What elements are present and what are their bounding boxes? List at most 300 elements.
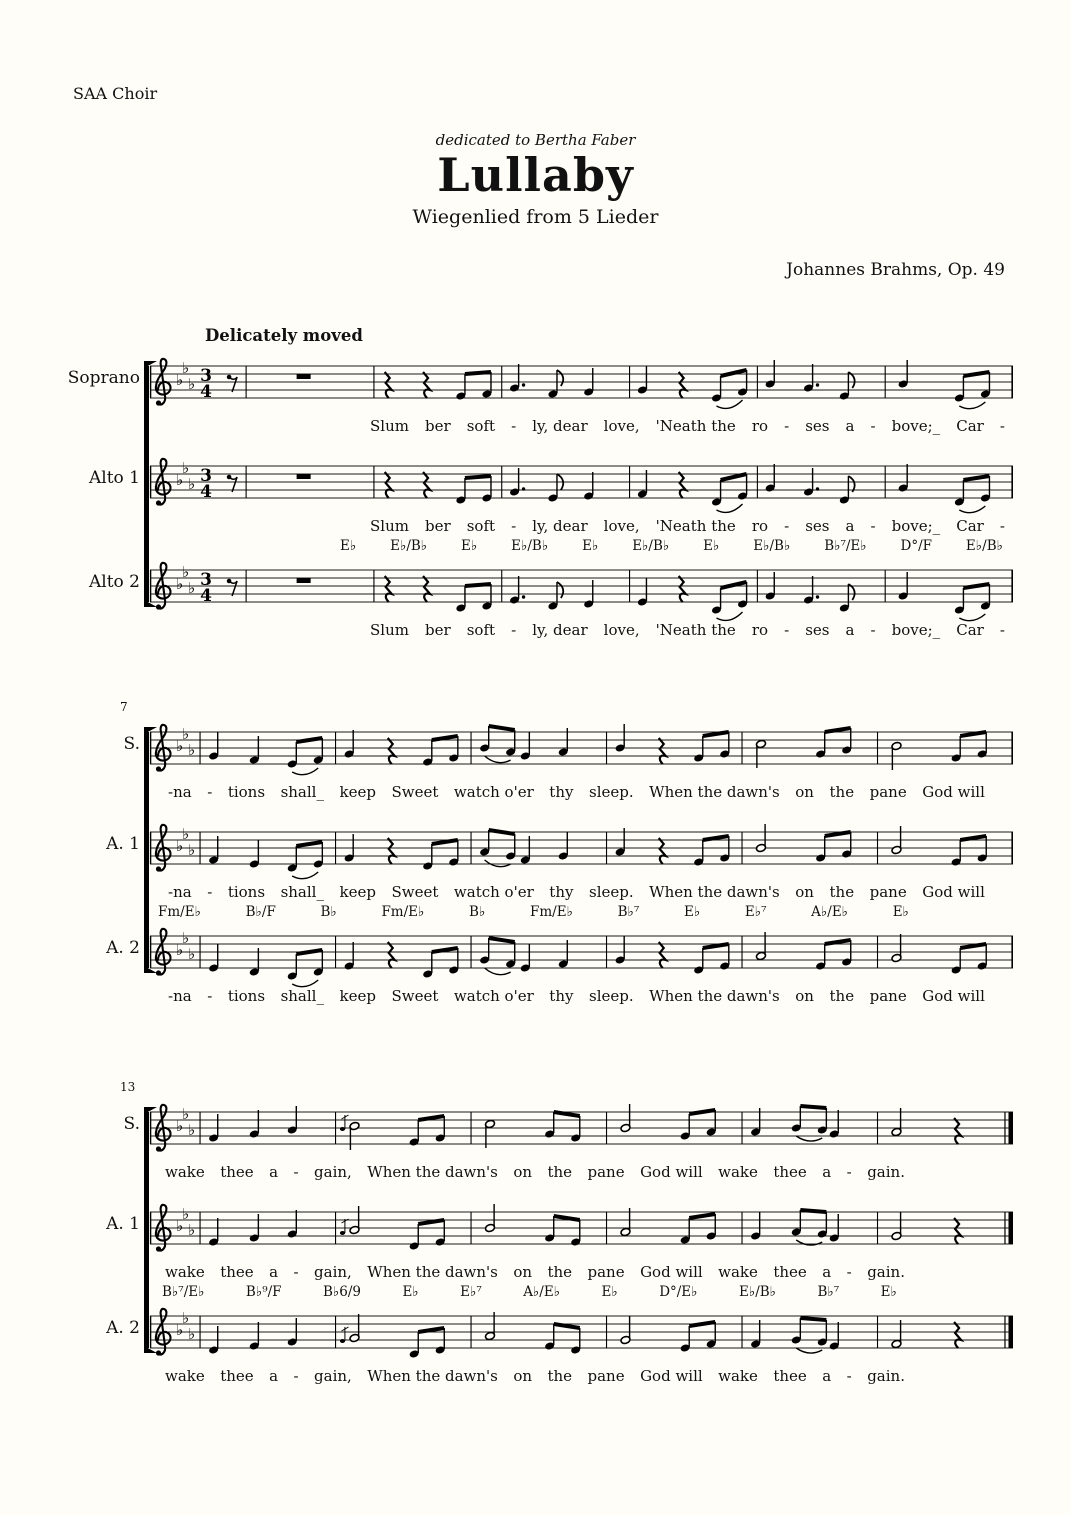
lyrics-row <box>150 516 1013 536</box>
lyric-syllable: - <box>511 417 517 435</box>
dedication: dedicated to Bertha Faber <box>435 131 636 149</box>
beam <box>554 1216 580 1220</box>
flat-icon: ♭ <box>182 825 190 843</box>
chord-symbol: B♭⁷ <box>617 904 640 920</box>
lyric-syllable: When the dawn's <box>649 883 780 901</box>
chord-symbol: Fm/E♭ <box>158 904 201 920</box>
lyric-syllable: keep <box>339 783 376 801</box>
final-barline <box>1008 1112 1013 1144</box>
lyric-syllable: shall_ <box>280 783 324 801</box>
flat-icon: ♭ <box>176 371 184 389</box>
tie <box>292 872 318 879</box>
time-signature-top: 3 <box>200 570 212 590</box>
flat-icon: ♭ <box>176 941 184 959</box>
flat-icon: ♭ <box>188 841 196 859</box>
lyric-syllable: gain, <box>314 1163 352 1181</box>
lyric-syllable: Car <box>956 517 984 535</box>
chord-symbols-row <box>150 536 1013 556</box>
system-bracket <box>144 1112 149 1348</box>
lyric-syllable: Car <box>956 417 984 435</box>
beam <box>489 938 515 942</box>
quarter-rest-icon <box>659 738 666 764</box>
lyrics-row <box>150 1162 1013 1182</box>
lyric-syllable: thee <box>220 1163 254 1181</box>
staff-notation <box>150 352 1013 416</box>
staff-label: A. 1 <box>106 834 140 854</box>
staff-row-alto2 <box>62 1302 1013 1366</box>
chord-symbol: B♭6/9 <box>322 1284 361 1300</box>
lyric-syllable: love, <box>603 417 640 435</box>
beam <box>721 474 747 480</box>
staff-label: A. 1 <box>106 1214 140 1234</box>
lyric-syllable: wake <box>165 1367 205 1385</box>
lyric-syllable: Sweet <box>391 783 439 801</box>
lyric-syllable: wake <box>718 1163 758 1181</box>
lyric-syllable: - <box>207 783 213 801</box>
system-1 <box>62 348 1013 640</box>
lyric-syllable: a <box>269 1263 279 1281</box>
chord-symbol: E♭/B♭ <box>965 538 1003 554</box>
lyric-syllable: love, <box>603 517 640 535</box>
lyric-syllable: - <box>784 517 790 535</box>
tie <box>796 1136 822 1141</box>
lyric-syllable: God will <box>640 1163 703 1181</box>
flat-icon: ♭ <box>182 459 190 477</box>
lyric-syllable: watch o'er <box>453 987 534 1005</box>
flat-icon: ♭ <box>182 1309 190 1327</box>
staff-row-alto1 <box>62 1198 1013 1262</box>
lyric-syllable: - <box>207 883 213 901</box>
chord-symbol: D°/E♭ <box>659 1284 698 1300</box>
whole-rest-icon <box>297 374 311 379</box>
quarter-rest-icon <box>423 372 430 398</box>
lyric-syllable: sleep. <box>589 883 634 901</box>
lyric-syllable: When the dawn's <box>649 987 780 1005</box>
quarter-rest-icon <box>388 738 395 764</box>
lyric-syllable: the <box>547 1263 573 1281</box>
lyric-syllable: soft <box>466 621 496 639</box>
beam <box>554 1112 580 1116</box>
lyric-syllable: God will <box>922 987 985 1005</box>
beam <box>296 950 322 954</box>
quarter-rest-icon <box>954 1322 961 1348</box>
lyric-syllable: ber <box>425 417 451 435</box>
lyric-syllable: pane <box>869 783 907 801</box>
quarter-rest-icon <box>388 942 395 968</box>
tempo-marking: Delicately moved <box>205 326 363 345</box>
lyric-syllable: 'Neath the <box>655 417 736 435</box>
flat-icon: ♭ <box>176 737 184 755</box>
lyric-syllable: a <box>269 1367 279 1385</box>
lyric-syllable: thy <box>549 883 574 901</box>
lyric-syllable: pane <box>587 1163 625 1181</box>
lyrics-row <box>150 1262 1013 1282</box>
tie <box>485 968 511 975</box>
chord-symbol: E♭ <box>340 538 357 554</box>
tie <box>485 860 511 867</box>
lyric-syllable: a <box>822 1367 832 1385</box>
quarter-rest-icon <box>679 372 686 398</box>
quarter-rest-icon <box>679 472 686 498</box>
beam <box>800 1106 826 1108</box>
lyric-syllable: wake <box>718 1367 758 1385</box>
lyric-syllable: watch o'er <box>453 883 534 901</box>
lyric-syllable: When the dawn's <box>649 783 780 801</box>
lyric-syllable: - <box>293 1163 299 1181</box>
lyric-syllable: - <box>784 621 790 639</box>
flat-icon: ♭ <box>182 1105 190 1123</box>
quarter-rest-icon <box>954 1118 961 1144</box>
lyric-syllable: - <box>293 1367 299 1385</box>
lyric-syllable: Sweet <box>391 987 439 1005</box>
lyric-syllable: the <box>829 783 855 801</box>
flat-icon: ♭ <box>188 1121 196 1139</box>
lyric-syllable: the <box>547 1367 573 1385</box>
lyric-syllable: on <box>795 987 814 1005</box>
beam <box>703 732 729 736</box>
lyric-syllable: thee <box>773 1367 807 1385</box>
lyric-syllable: When the dawn's <box>367 1163 498 1181</box>
lyric-syllable: - <box>870 417 876 435</box>
staff-label: A. 2 <box>106 938 140 958</box>
lyric-syllable: - <box>999 417 1005 435</box>
lyric-syllable: -na <box>168 883 192 901</box>
lyric-syllable: a <box>845 417 855 435</box>
time-signature-top: 3 <box>200 466 212 486</box>
tie <box>716 504 742 512</box>
composer: Johannes Brahms, Op. 49 <box>786 260 1005 280</box>
chord-symbol: E♭ <box>683 904 701 920</box>
staff-label: Alto 1 <box>89 468 140 488</box>
chord-symbol: E♭ <box>703 538 720 554</box>
lyric-syllable: -na <box>168 783 192 801</box>
lyric-syllable: watch o'er <box>453 783 534 801</box>
staff-row-soprano <box>62 1098 1013 1162</box>
beam <box>296 738 322 742</box>
beam <box>489 830 515 834</box>
lyric-syllable: shall_ <box>280 883 324 901</box>
staff-notation <box>150 818 1013 882</box>
lyric-syllable: thee <box>773 1263 807 1281</box>
part-label: SAA Choir <box>73 84 158 103</box>
lyric-syllable: sleep. <box>589 987 634 1005</box>
whole-rest-icon <box>297 578 311 583</box>
lyric-syllable: the <box>829 883 855 901</box>
beam <box>296 842 322 846</box>
lyric-syllable: a <box>269 1163 279 1181</box>
beam <box>465 476 491 478</box>
beam <box>465 372 491 374</box>
lyric-syllable: ly, dear <box>532 517 588 535</box>
lyric-syllable: God will <box>640 1263 703 1281</box>
beam <box>689 1214 715 1218</box>
lyric-syllable: When the dawn's <box>367 1263 498 1281</box>
quarter-rest-icon <box>679 576 686 602</box>
lyric-syllable: tions <box>227 783 266 801</box>
flat-icon: ♭ <box>176 1321 184 1339</box>
chord-symbol: A♭/E♭ <box>523 1284 561 1300</box>
lyric-syllable: 'Neath the <box>655 517 736 535</box>
lyric-syllable: love, <box>603 621 640 639</box>
staff-row-alto2 <box>62 556 1013 620</box>
chord-symbol: E♭/B♭ <box>390 538 428 554</box>
lyric-syllable: ly, dear <box>532 621 588 639</box>
beam <box>703 836 729 840</box>
time-signature-bottom: 4 <box>200 382 212 402</box>
lyric-syllable: thee <box>773 1163 807 1181</box>
beam <box>963 476 989 480</box>
lyric-syllable: soft <box>466 417 496 435</box>
beam <box>418 1116 444 1120</box>
lyric-syllable: on <box>513 1163 533 1181</box>
staff-row-alto1 <box>62 818 1013 882</box>
staff-label: S. <box>123 1114 140 1134</box>
lyric-syllable: - <box>293 1263 299 1281</box>
lyric-syllable: tions <box>227 987 266 1005</box>
lyric-syllable: a <box>822 1263 832 1281</box>
staff-notation <box>150 718 1013 782</box>
beam <box>960 732 986 736</box>
lyric-syllable: thee <box>220 1367 254 1385</box>
lyric-syllable: pane <box>587 1263 625 1281</box>
quarter-rest-icon <box>659 942 666 968</box>
lyric-syllable: gain, <box>314 1263 352 1281</box>
chord-symbol: Fm/E♭ <box>381 904 425 920</box>
chord-symbols-row <box>150 1282 1013 1302</box>
chord-symbol: E♭/B♭ <box>738 1284 777 1300</box>
staff-label: S. <box>123 734 140 754</box>
tie <box>716 400 742 408</box>
chord-symbol: E♭⁷ <box>744 904 767 920</box>
beam <box>465 584 491 586</box>
lyric-syllable: God will <box>640 1367 703 1385</box>
tie <box>959 402 985 409</box>
lyric-syllable: -na <box>168 987 192 1005</box>
beam <box>825 940 851 944</box>
flat-icon: ♭ <box>176 837 184 855</box>
beam <box>721 370 747 376</box>
grace-note <box>340 1127 345 1131</box>
staff-label: Alto 2 <box>89 572 140 592</box>
quarter-rest-icon <box>385 472 392 498</box>
staff-row-soprano <box>62 718 1013 782</box>
flat-icon: ♭ <box>182 359 190 377</box>
whole-rest-icon <box>297 474 311 479</box>
quarter-rest-icon <box>954 1218 961 1244</box>
flag <box>557 582 563 598</box>
beam <box>721 582 747 588</box>
flat-icon: ♭ <box>188 1221 196 1239</box>
lyric-syllable: God will <box>922 883 985 901</box>
tie <box>796 1348 822 1353</box>
quarter-rest-icon <box>659 838 666 864</box>
chord-symbol: A♭/E♭ <box>811 904 849 920</box>
lyric-syllable: bove;_ <box>891 517 941 535</box>
lyric-syllable: - <box>784 417 790 435</box>
lyric-syllable: Slum <box>370 621 409 639</box>
flat-icon: ♭ <box>182 725 190 743</box>
staff-notation <box>150 452 1013 516</box>
lyric-syllable: God will <box>922 783 985 801</box>
flat-icon: ♭ <box>182 563 190 581</box>
beam <box>825 728 851 732</box>
lyrics-row <box>150 620 1013 640</box>
lyric-syllable: wake <box>165 1163 205 1181</box>
lyric-syllable: shall_ <box>280 987 324 1005</box>
flat-icon: ♭ <box>182 929 190 947</box>
flat-icon: ♭ <box>188 1325 196 1343</box>
chord-symbol: E♭ <box>582 538 599 554</box>
tie <box>485 756 511 763</box>
time-signature-bottom: 4 <box>200 482 212 502</box>
lyric-syllable: Car <box>956 621 984 639</box>
staff-notation <box>150 1198 1013 1262</box>
lyric-syllable: - <box>207 987 213 1005</box>
chord-symbol: B♭ <box>469 904 486 920</box>
quarter-rest-icon <box>423 576 430 602</box>
lyric-syllable: thy <box>549 987 574 1005</box>
lyric-syllable: ses <box>805 517 830 535</box>
lyrics-row <box>150 1366 1013 1386</box>
lyric-syllable: thee <box>220 1263 254 1281</box>
lyric-syllable: on <box>513 1367 533 1385</box>
staff-row-soprano <box>62 352 1013 416</box>
lyric-syllable: Slum <box>370 417 409 435</box>
beam <box>689 1110 715 1114</box>
beam <box>825 832 851 836</box>
lyric-syllable: thy <box>549 783 574 801</box>
chord-symbol: B♭ <box>320 904 337 920</box>
lyric-syllable: gain, <box>314 1367 352 1385</box>
chord-symbol: E♭/B♭ <box>632 538 670 554</box>
lyric-syllable: ro <box>751 621 769 639</box>
chord-symbol: E♭ <box>601 1284 618 1300</box>
lyric-syllable: pane <box>587 1367 625 1385</box>
beam <box>960 836 986 840</box>
time-signature-bottom: 4 <box>200 586 212 606</box>
lyric-syllable: ly, dear <box>532 417 588 435</box>
lyric-syllable: tions <box>227 883 266 901</box>
lyrics-row <box>150 986 1013 1006</box>
lyrics-row <box>150 782 1013 802</box>
lyric-syllable: ber <box>425 517 451 535</box>
lyric-syllable: sleep. <box>589 783 634 801</box>
lyric-syllable: - <box>846 1367 852 1385</box>
lyrics-row <box>150 882 1013 902</box>
lyric-syllable: - <box>999 517 1005 535</box>
beam <box>418 1328 444 1332</box>
system-bracket <box>144 366 149 602</box>
lyric-syllable: - <box>999 621 1005 639</box>
grace-note <box>340 1339 345 1343</box>
quarter-rest-icon <box>385 576 392 602</box>
beam <box>703 944 729 948</box>
staff-label: A. 2 <box>106 1318 140 1338</box>
lyric-syllable: the <box>547 1163 573 1181</box>
grace-note <box>340 1231 345 1235</box>
beam <box>800 1210 826 1212</box>
chord-symbol: B♭⁷ <box>817 1284 840 1300</box>
chord-symbol: D°/F <box>900 538 933 554</box>
quarter-rest-icon <box>388 838 395 864</box>
flat-icon: ♭ <box>176 471 184 489</box>
lyric-syllable: on <box>795 783 814 801</box>
time-signature-top: 3 <box>200 366 212 386</box>
lyric-syllable: ro <box>751 417 769 435</box>
lyric-syllable: - <box>870 517 876 535</box>
lyric-syllable: on <box>795 883 814 901</box>
tie <box>292 768 318 775</box>
beam <box>963 584 989 588</box>
score-subtitle: Wiegenlied from 5 Lieder <box>412 206 659 228</box>
lyric-syllable: - <box>511 621 517 639</box>
lyric-syllable: ses <box>805 621 830 639</box>
lyric-syllable: wake <box>718 1263 758 1281</box>
staff-notation <box>150 922 1013 986</box>
beam <box>800 1318 826 1320</box>
staff-row-alto1 <box>62 452 1013 516</box>
lyric-syllable: ses <box>805 417 830 435</box>
lyric-syllable: wake <box>165 1263 205 1281</box>
flat-icon: ♭ <box>176 1117 184 1135</box>
quarter-rest-icon <box>423 472 430 498</box>
flat-icon: ♭ <box>176 1217 184 1235</box>
beam <box>432 840 458 844</box>
measure-number: 13 <box>120 1080 136 1094</box>
system-bracket <box>144 732 149 968</box>
chord-symbol: Fm/E♭ <box>530 904 573 920</box>
beam <box>554 1324 580 1328</box>
lyric-syllable: 'Neath the <box>655 621 736 639</box>
flat-icon: ♭ <box>188 475 196 493</box>
lyric-syllable: on <box>513 1263 533 1281</box>
lyric-syllable: a <box>845 621 855 639</box>
chord-symbol: E♭ <box>402 1284 419 1300</box>
lyric-syllable: - <box>846 1163 852 1181</box>
lyric-syllable: bove;_ <box>891 417 941 435</box>
flat-icon: ♭ <box>176 575 184 593</box>
flat-icon: ♭ <box>188 375 196 393</box>
measure-number: 7 <box>120 700 128 714</box>
flat-icon: ♭ <box>188 579 196 597</box>
lyric-syllable: Sweet <box>391 883 439 901</box>
beam <box>960 944 986 948</box>
lyric-syllable: - <box>870 621 876 639</box>
quarter-rest-icon <box>385 372 392 398</box>
beam <box>689 1322 715 1326</box>
lyric-syllable: gain. <box>867 1367 905 1385</box>
flat-icon: ♭ <box>182 1205 190 1223</box>
lyric-syllable: gain. <box>867 1163 905 1181</box>
chord-symbols-row <box>150 902 1013 922</box>
flag <box>557 370 563 386</box>
beam <box>432 736 458 740</box>
lyrics-row <box>150 416 1013 436</box>
staff-notation <box>150 1098 1013 1162</box>
beam <box>963 372 989 376</box>
score-title: Lullaby <box>437 148 634 202</box>
lyric-syllable: a <box>845 517 855 535</box>
chord-symbol: E♭ <box>880 1284 897 1300</box>
chord-symbol: E♭ <box>461 538 478 554</box>
system-3 <box>62 1080 1013 1386</box>
beam <box>432 948 458 952</box>
chord-symbol: B♭/F <box>245 904 276 920</box>
lyric-syllable: the <box>829 987 855 1005</box>
lyric-syllable: - <box>846 1263 852 1281</box>
lyric-syllable: keep <box>339 883 376 901</box>
final-barline <box>1008 1316 1013 1348</box>
